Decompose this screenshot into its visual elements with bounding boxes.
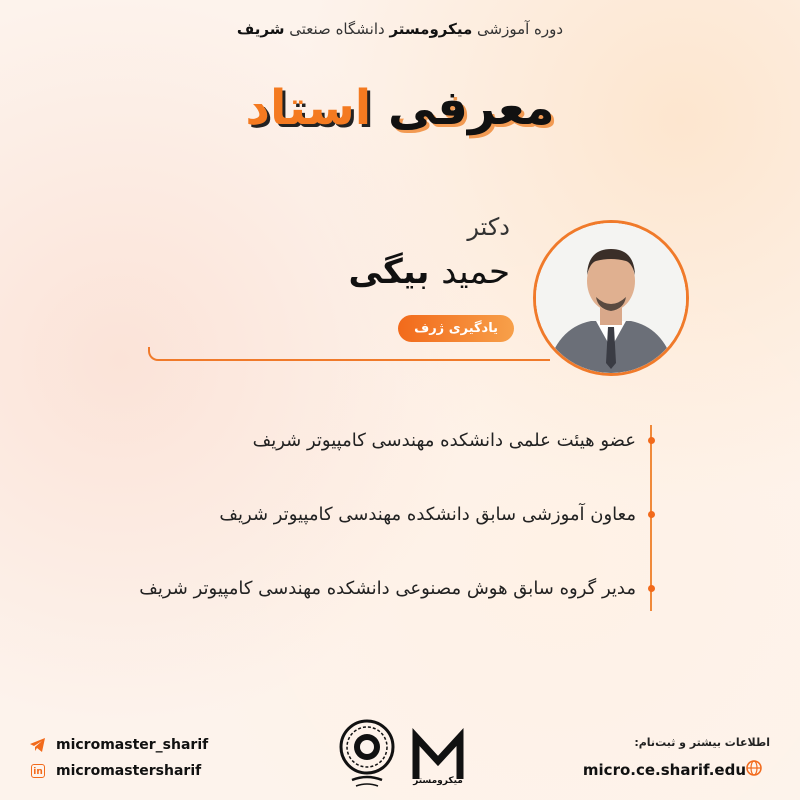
bio-item — [95, 425, 655, 455]
bio-list — [95, 425, 655, 603]
header-text-2: دانشگاه صنعتی — [284, 20, 390, 38]
bio-item-text: معاون آموزشی سابق دانشکده مهندسی کامپیوتر شریف — [219, 503, 636, 525]
page-title — [0, 78, 800, 138]
website-link[interactable] — [583, 760, 770, 780]
micromaster-label: میکرومستر — [413, 776, 463, 786]
instructor-photo — [536, 223, 686, 373]
sharif-university-logo — [338, 718, 396, 790]
bullet-icon — [648, 511, 655, 518]
telegram-link[interactable] — [30, 737, 208, 753]
telegram-handle: micromaster_sharif — [56, 737, 209, 753]
header-text-1: دوره آموزشی — [472, 20, 564, 38]
header-brand: میکرومستر — [389, 20, 473, 38]
instructor-last-name: بیگی — [348, 252, 430, 292]
website-url: micro.ce.sharif.edu — [582, 761, 746, 779]
course-tag-badge: یادگیری ژرف — [398, 315, 514, 342]
more-info-label: اطلاعات بیشتر و ثبت‌نام: — [634, 736, 770, 749]
instructor-first-name: حمید — [441, 252, 510, 292]
linkedin-icon-text: in — [31, 764, 45, 778]
title-part-introduce: معرفی — [387, 80, 555, 136]
bio-item — [95, 499, 655, 529]
bio-item-text: مدیر گروه سابق هوش مصنوعی دانشکده مهندسی کامپیوتر شریف — [139, 577, 636, 599]
bio-item — [95, 573, 655, 603]
telegram-icon — [30, 737, 46, 753]
title-prefix: دکتر — [467, 213, 510, 241]
instructor-name — [349, 252, 510, 292]
linkedin-link[interactable] — [30, 763, 201, 779]
linkedin-icon — [30, 763, 46, 779]
bullet-icon — [648, 437, 655, 444]
bullet-icon — [648, 585, 655, 592]
linkedin-handle: micromastersharif — [56, 763, 202, 779]
decorative-underline — [148, 347, 550, 361]
course-header — [0, 20, 800, 38]
header-university: شریف — [236, 20, 285, 38]
globe-icon — [746, 760, 762, 780]
bio-item-text: عضو هیئت علمی دانشکده مهندسی کامپیوتر شریف — [252, 429, 636, 451]
instructor-photo-frame — [533, 220, 689, 376]
title-part-professor: استاد — [245, 80, 372, 136]
